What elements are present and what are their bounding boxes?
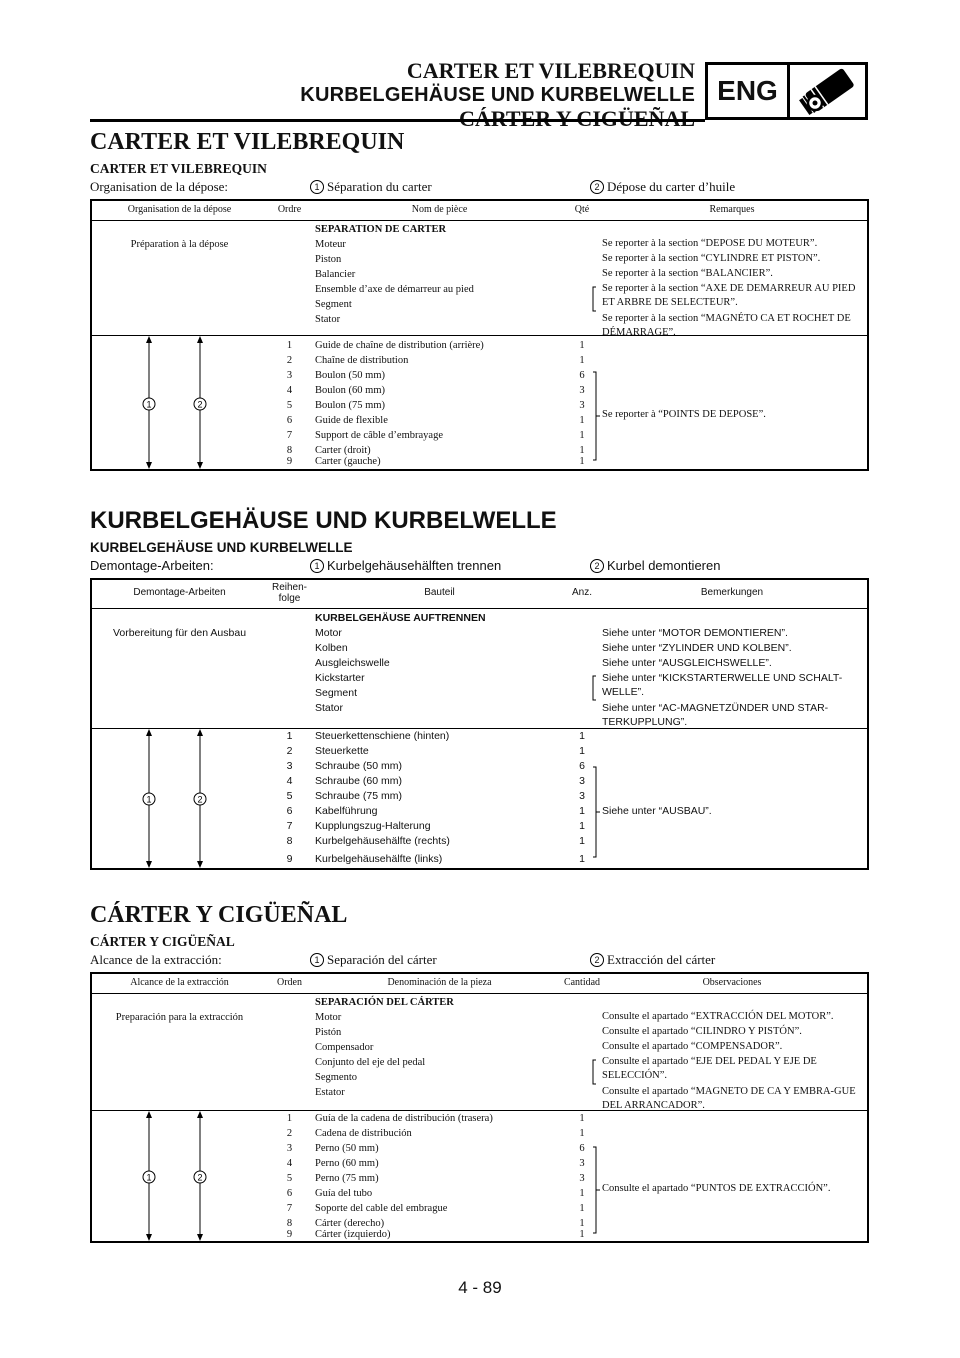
prep-item: Motor <box>315 1011 342 1023</box>
prep-item: Ensemble d’axe de démarreur au pied <box>315 283 474 295</box>
prep-item: Stator <box>315 701 344 714</box>
step-name: Kurbelgehäusehälfte (links) <box>315 852 443 865</box>
step-qty: 1 <box>579 1187 585 1199</box>
prep-label: Preparación para la extracción <box>115 1011 244 1023</box>
step-name: Chaîne de distribution <box>315 354 409 366</box>
step-order: 4 <box>286 384 293 396</box>
prep-item: Segmento <box>315 1071 357 1083</box>
section-title: CARTER ET VILEBREQUIN <box>90 129 405 155</box>
procedure-label: Alcance de la extracción: <box>90 951 222 967</box>
circled-number-2: 2 <box>590 559 604 573</box>
header-title-fr: CARTER ET VILEBREQUIN <box>406 58 695 83</box>
table-header <box>92 201 867 221</box>
prep-item: Segment <box>315 686 358 699</box>
col-header: Demontage-Arbeiten <box>133 587 226 599</box>
circled-number-1: 1 <box>310 180 324 194</box>
step-qty: 6 <box>579 369 585 381</box>
procedure-2: 2 Extracción del cárter <box>590 952 715 968</box>
step-order: 1 <box>286 339 293 351</box>
col-header: Nom de pièce <box>411 203 468 215</box>
prep-item: Compensador <box>315 1041 374 1053</box>
prep-group: KURBELGEHÄUSE AUFTRENNEN <box>315 611 486 624</box>
prep-remark: Siehe unter “MOTOR DEMONTIEREN”. <box>602 626 788 639</box>
step-qty: 3 <box>579 384 585 396</box>
step-name: Cadena de distribución <box>315 1127 412 1139</box>
prep-remark: Se reporter à la section “BALANCIER”. <box>602 267 773 279</box>
prep-remark: Se reporter à la section “CYLINDRE ET PISTON”. <box>602 252 821 264</box>
prep-label: Préparation à la dépose <box>130 238 229 250</box>
step-order: 8 <box>286 444 293 456</box>
section-title: KURBELGEHÄUSE UND KURBELWELLE <box>90 507 557 534</box>
step-name: Support de câble d’embrayage <box>315 429 443 441</box>
step-order: 1 <box>286 1112 293 1124</box>
procedure-line <box>90 952 869 969</box>
step-qty: 1 <box>579 1127 585 1139</box>
procedure-1: 1 Kurbelgehäusehälften trennen <box>310 558 501 573</box>
step-name: Soporte del cable del embrague <box>315 1202 448 1214</box>
prep-remark: Consulte el apartado “EJE DEL PEDAL Y EJE DE SELECCIÓN”. <box>602 1055 817 1081</box>
steps-block <box>92 336 867 469</box>
step-qty: 1 <box>579 354 585 366</box>
steps-block <box>92 729 867 868</box>
step-order: 3 <box>286 1142 293 1154</box>
col-header: Alcance de la extracción <box>130 976 229 988</box>
step-name: Kupplungszug-Halterung <box>315 819 431 832</box>
step-qty: 1 <box>579 1112 585 1124</box>
prep-group: SEPARACIÓN DEL CÁRTER <box>315 996 454 1008</box>
step-qty: 3 <box>579 1157 585 1169</box>
step-qty: 1 <box>579 819 585 832</box>
table-header <box>92 580 867 609</box>
step-order: 5 <box>286 399 293 411</box>
step-order: 2 <box>286 1127 293 1139</box>
step-qty: 1 <box>579 414 585 426</box>
prep-remark: Se reporter à la section “DEPOSE DU MOTEUR”. <box>602 237 818 249</box>
step-order: 2 <box>286 744 293 757</box>
step-qty: 1 <box>579 455 585 467</box>
step-order: 9 <box>286 1228 293 1240</box>
prep-remark: Consulte el apartado “MAGNETO DE CA Y EMBRA-GUE DEL ARRANCADOR”. <box>602 1085 856 1111</box>
removal-table <box>90 972 869 1243</box>
procedure-2: 2 Kurbel demontieren <box>590 558 720 573</box>
step-name: Kabelführung <box>315 804 378 817</box>
step-order: 5 <box>286 789 293 802</box>
step-name: Schraube (60 mm) <box>315 774 402 787</box>
step-name: Cárter (derecho) <box>315 1217 385 1229</box>
step-qty: 1 <box>579 339 585 351</box>
col-header: Orden <box>277 976 302 988</box>
procedure-line <box>90 558 869 575</box>
procedure-line <box>90 179 869 196</box>
section-es <box>90 903 869 1243</box>
prep-item: Estator <box>315 1086 345 1098</box>
step-qty: 1 <box>579 444 585 456</box>
engine-piston-icon <box>790 65 865 117</box>
svg-text:2: 2 <box>197 399 203 409</box>
step-name: Steuerkette <box>315 744 369 757</box>
step-name: Carter (gauche) <box>315 455 381 467</box>
section-subtitle: CÁRTER Y CIGÜEÑAL <box>90 934 235 949</box>
svg-text:2: 2 <box>197 794 203 804</box>
step-qty: 3 <box>579 1172 585 1184</box>
step-order: 3 <box>286 759 293 772</box>
header-title-de: KURBELGEHÄUSE UND KURBELWELLE <box>300 84 695 106</box>
step-qty: 1 <box>579 1228 585 1240</box>
step-order: 8 <box>286 834 293 847</box>
col-header: Organisation de la dépose <box>127 203 232 215</box>
prep-block <box>92 221 867 336</box>
prep-group: SEPARATION DE CARTER <box>315 223 447 235</box>
svg-text:1: 1 <box>146 1172 152 1182</box>
step-order: 6 <box>286 414 293 426</box>
prep-item: Kickstarter <box>315 671 365 684</box>
col-header: Ordre <box>277 203 302 215</box>
prep-item: Conjunto del eje del pedal <box>315 1056 426 1068</box>
step-qty: 6 <box>579 1142 585 1154</box>
header-rule <box>90 119 705 122</box>
removal-table <box>90 578 869 870</box>
prep-remark: Siehe unter “AC-MAGNETZÜNDER UND STAR-TERKUPPLUNG”. <box>602 701 829 728</box>
prep-item: Ausgleichswelle <box>315 656 390 669</box>
section-title: CÁRTER Y CIGÜEÑAL <box>90 902 348 928</box>
svg-text:1: 1 <box>146 399 152 409</box>
prep-remark: Se reporter à la section “AXE DE DEMARREUR AU PIED ET ARBRE DE SELECTEUR”. <box>602 282 856 308</box>
step-order: 1 <box>286 729 293 742</box>
prep-label: Vorbereitung für den Ausbau <box>112 626 247 639</box>
step-order: 6 <box>286 1187 293 1199</box>
prep-item: Balancier <box>315 268 356 280</box>
step-qty: 1 <box>579 1217 585 1229</box>
section-subtitle: CARTER ET VILEBREQUIN <box>90 161 267 176</box>
circled-number-1: 1 <box>310 559 324 573</box>
step-order: 2 <box>286 354 293 366</box>
section-subtitle: KURBELGEHÄUSE UND KURBELWELLE <box>90 540 353 555</box>
step-qty: 1 <box>579 852 585 865</box>
col-header: Denominación de la pieza <box>387 976 492 988</box>
step-order: 9 <box>286 455 293 467</box>
step-order: 5 <box>286 1172 293 1184</box>
steps-remark: Consulte el apartado “PUNTOS DE EXTRACCIÓN”. <box>602 1182 831 1194</box>
table-header <box>92 974 867 994</box>
procedure-1: 1 Séparation du carter <box>310 179 432 195</box>
step-qty: 3 <box>579 774 585 787</box>
procedure-2: 2 Dépose du carter d’huile <box>590 179 735 195</box>
step-name: Boulon (60 mm) <box>315 384 385 396</box>
step-arrows <box>92 336 871 469</box>
prep-item: Piston <box>315 253 342 265</box>
step-qty: 1 <box>579 729 585 742</box>
step-order: 7 <box>286 429 293 441</box>
prep-block <box>92 994 867 1111</box>
svg-text:1: 1 <box>146 794 152 804</box>
step-order: 4 <box>286 774 293 787</box>
col-header: Bauteil <box>424 587 455 599</box>
section-fr <box>90 130 869 471</box>
prep-remark: Siehe unter “ZYLINDER UND KOLBEN”. <box>602 641 792 654</box>
procedure-1: 1 Separación del cárter <box>310 952 437 968</box>
circled-number-2: 2 <box>590 953 604 967</box>
step-qty: 6 <box>579 759 585 772</box>
prep-block <box>92 609 867 729</box>
step-name: Steuerkettenschiene (hinten) <box>315 729 450 742</box>
prep-remark: Consulte el apartado “EXTRACCIÓN DEL MOTOR”. <box>602 1010 834 1022</box>
section-de <box>90 509 869 870</box>
step-name: Carter (droit) <box>315 444 371 456</box>
step-qty: 1 <box>579 744 585 757</box>
prep-remark: Consulte el apartado “CILINDRO Y PISTÓN”. <box>602 1025 802 1037</box>
step-name: Perno (50 mm) <box>315 1142 379 1154</box>
procedure-label: Demontage-Arbeiten: <box>90 557 214 573</box>
step-order: 8 <box>286 1217 293 1229</box>
step-order: 4 <box>286 1157 293 1169</box>
col-header: Cantidad <box>563 976 601 988</box>
prep-item: Kolben <box>315 641 348 654</box>
procedure-label: Organisation de la dépose: <box>90 178 229 194</box>
step-order: 3 <box>286 369 293 381</box>
prep-remark: Siehe unter “AUSGLEICHSWELLE”. <box>602 656 772 669</box>
step-name: Perno (60 mm) <box>315 1157 379 1169</box>
prep-item: Segment <box>315 298 352 310</box>
remark-bracket <box>92 609 871 728</box>
step-arrows <box>92 1111 871 1241</box>
step-qty: 3 <box>579 789 585 802</box>
step-name: Schraube (50 mm) <box>315 759 402 772</box>
prep-remark: Consulte el apartado “COMPENSADOR”. <box>602 1040 783 1052</box>
step-qty: 1 <box>579 834 585 847</box>
step-qty: 1 <box>579 429 585 441</box>
prep-item: Motor <box>315 626 342 639</box>
step-name: Perno (75 mm) <box>315 1172 379 1184</box>
circled-number-1: 1 <box>310 953 324 967</box>
removal-table <box>90 199 869 471</box>
step-name: Boulon (50 mm) <box>315 369 385 381</box>
step-name: Kurbelgehäusehälfte (rechts) <box>315 834 450 847</box>
step-name: Guía de la cadena de distribución (trasera) <box>315 1112 493 1124</box>
col-header: Remarques <box>709 203 755 215</box>
prep-remark: Se reporter à la section “MAGNÉTO CA ET ROCHET DE DÉMARRAGE”. <box>602 312 851 338</box>
col-header: Bemerkungen <box>700 587 764 599</box>
steps-remark: Se reporter à “POINTS DE DEPOSE”. <box>602 408 766 420</box>
step-name: Cárter (izquierdo) <box>315 1228 391 1240</box>
svg-text:2: 2 <box>197 1172 203 1182</box>
remark-bracket <box>92 994 871 1110</box>
step-qty: 3 <box>579 399 585 411</box>
step-name: Guide de flexible <box>315 414 388 426</box>
col-header: Reihen-folge <box>271 582 308 604</box>
step-order: 7 <box>286 819 293 832</box>
col-header: Anz. <box>571 587 592 599</box>
prep-item: Stator <box>315 313 341 325</box>
step-arrows <box>92 729 871 868</box>
step-qty: 1 <box>579 1202 585 1214</box>
step-qty: 1 <box>579 804 585 817</box>
circled-number-2: 2 <box>590 180 604 194</box>
remark-bracket <box>92 221 871 335</box>
prep-remark: Siehe unter “KICKSTARTERWELLE UND SCHALT-WELLE”. <box>602 671 843 698</box>
page-number: 4 - 89 <box>458 1278 502 1297</box>
step-name: Guía del tubo <box>315 1187 373 1199</box>
prep-item: Moteur <box>315 238 346 250</box>
step-name: Schraube (75 mm) <box>315 789 402 802</box>
step-order: 6 <box>286 804 293 817</box>
step-name: Guide de chaîne de distribution (arrière) <box>315 339 484 351</box>
eng-badge <box>705 62 868 120</box>
prep-item: Pistón <box>315 1026 342 1038</box>
col-header: Observaciones <box>702 976 762 988</box>
step-order: 9 <box>286 852 293 865</box>
step-order: 7 <box>286 1202 293 1214</box>
steps-block <box>92 1111 867 1241</box>
steps-remark: Siehe unter “AUSBAU”. <box>602 804 712 817</box>
step-name: Boulon (75 mm) <box>315 399 385 411</box>
eng-badge-label: ENG <box>708 65 790 117</box>
col-header: Qté <box>574 203 590 215</box>
